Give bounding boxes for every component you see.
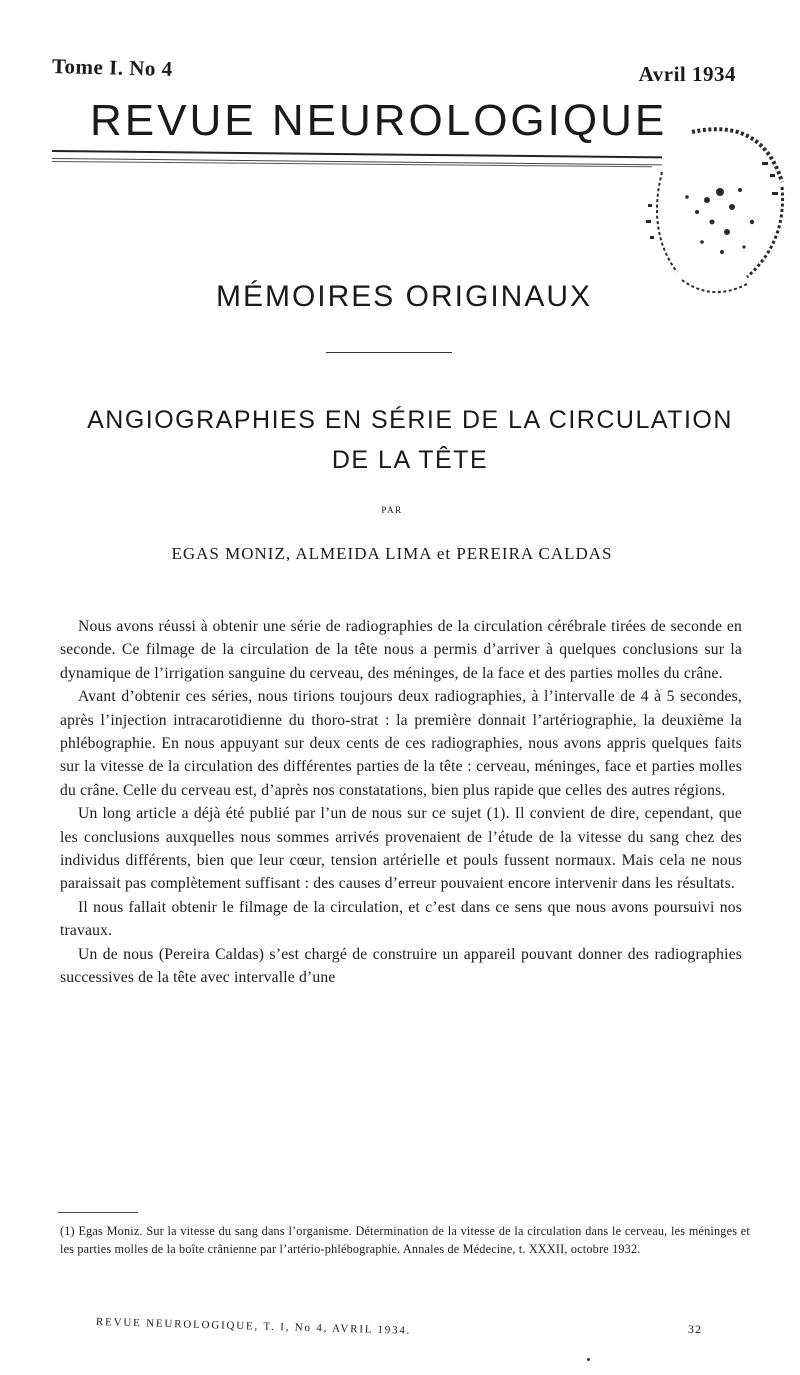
body-paragraph: Il nous fallait obtenir le filmage de la circulation, et c’est dans ce sens que nous avons poursuivi nos travaux.	[60, 898, 742, 940]
body-paragraph: Avant d’obtenir ces séries, nous tirions toujours deux radiographies, à l’intervalle de 4 à 5 secondes, après l’injection intracarotidienne du thoro-strat : la première donnait l’artériographie, la deuxième la phlébographie. En nous appuyant sur deux cents de ces radiographies, nous avons appris quelques faits sur la vitesse de la circulation des différentes parties de la tête : cerveau, méninges, face et parties molles du crâne. Celle du cerveau est, d’après nos constatations, bien plus rapide que celles des autres régions.	[60, 688, 742, 799]
byline-par: PAR	[381, 505, 403, 515]
article-title-line2: DE LA TÊTE	[331, 446, 489, 474]
body-paragraph: Nous avons réussi à obtenir une série de radiographies de la circulation cérébrale tirées de seconde en seconde. Ce filmage de la circulation de la tête nous a permis d’arriver à quelques conclusions sur la dynamique de l’irrigation sanguine du cerveau, des méninges, de la face et des parties molles du crâne.	[60, 618, 742, 682]
article-body	[60, 615, 742, 990]
issue-number: Tome I. No 4	[51, 54, 174, 81]
body-paragraph: Un long article a déjà été publié par l’un de nous sur ce sujet (1). Il convient de dire, cependant, que les conclusions auxquelles nous sommes arrivés provenaient de l’étude de la vitesse du sang chez des individus différents, bien que leur cœur, tension artérielle et pouls fussent normaux. Mais cela ne nous paraissait pas complètement suffisant : des causes d’erreur pouvaient encore intervenir dans les résultats.	[60, 805, 742, 893]
running-footer: REVUE NEUROLOGIQUE, T. I, No 4, AVRIL 1934.	[95, 1316, 412, 1337]
footnote-rule	[58, 1212, 138, 1213]
section-divider	[326, 352, 452, 353]
body-paragraph: Un de nous (Pereira Caldas) s’est chargé de construire un appareil pouvant donner des radiographies successives de la tête avec intervalle d’une	[60, 945, 742, 987]
issue-date: Avril 1934	[638, 62, 736, 86]
journal-title: REVUE NEUROLOGIQUE	[90, 96, 668, 145]
section-title: MÉMOIRES ORIGINAUX	[215, 280, 593, 313]
article-authors: EGAS MONIZ, ALMEIDA LIMA et PEREIRA CALDAS	[171, 544, 613, 563]
article-title-line1: ANGIOGRAPHIES EN SÉRIE DE LA CIRCULATION	[87, 406, 733, 434]
footnote: (1) Egas Moniz. Sur la vitesse du sang dans l’organisme. Détermination de la vitesse de la circulation dans le cerveau, les méninges et les parties molles de la boîte crânienne par l’artério-phlébographie. Annales de Médecine, t. XXXII, octobre 1932.	[60, 1224, 750, 1256]
page-number: 32	[688, 1322, 702, 1336]
ink-speck	[587, 1358, 590, 1361]
